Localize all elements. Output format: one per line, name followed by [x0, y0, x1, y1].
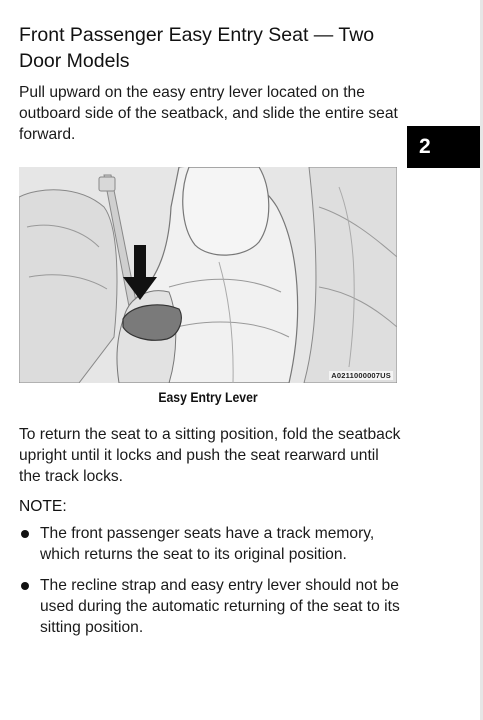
note-item-text: The front passenger seats have a track memory, which returns the seat to its original position.: [40, 525, 375, 563]
seat-illustration: [19, 167, 397, 383]
note-list: [19, 523, 409, 648]
figure-caption: Easy Entry Lever: [158, 390, 258, 405]
intro-paragraph: Pull upward on the easy entry lever located on the outboard side of the seatback, and slide the entire seat forward.: [19, 84, 398, 143]
note-heading: NOTE:: [19, 498, 67, 515]
note-item: [19, 523, 409, 565]
return-paragraph: To return the seat to a sitting position, fold the seatback upright until it locks and push the seat rearward until the track locks.: [19, 426, 401, 485]
bullet-dot-icon: [21, 530, 29, 538]
note-item: [19, 575, 409, 638]
figure-code: A0211000007US: [331, 371, 391, 380]
bullet-dot-icon: [21, 582, 29, 590]
note-item-text: The recline strap and easy entry lever should not be used during the automatic returning of the seat to its sitting position.: [40, 577, 400, 636]
chapter-number: 2: [419, 135, 431, 158]
section-title: Front Passenger Easy Entry Seat — Two Door Models: [19, 24, 375, 72]
seat-drawing: [19, 167, 397, 383]
chapter-tab: [407, 126, 480, 168]
